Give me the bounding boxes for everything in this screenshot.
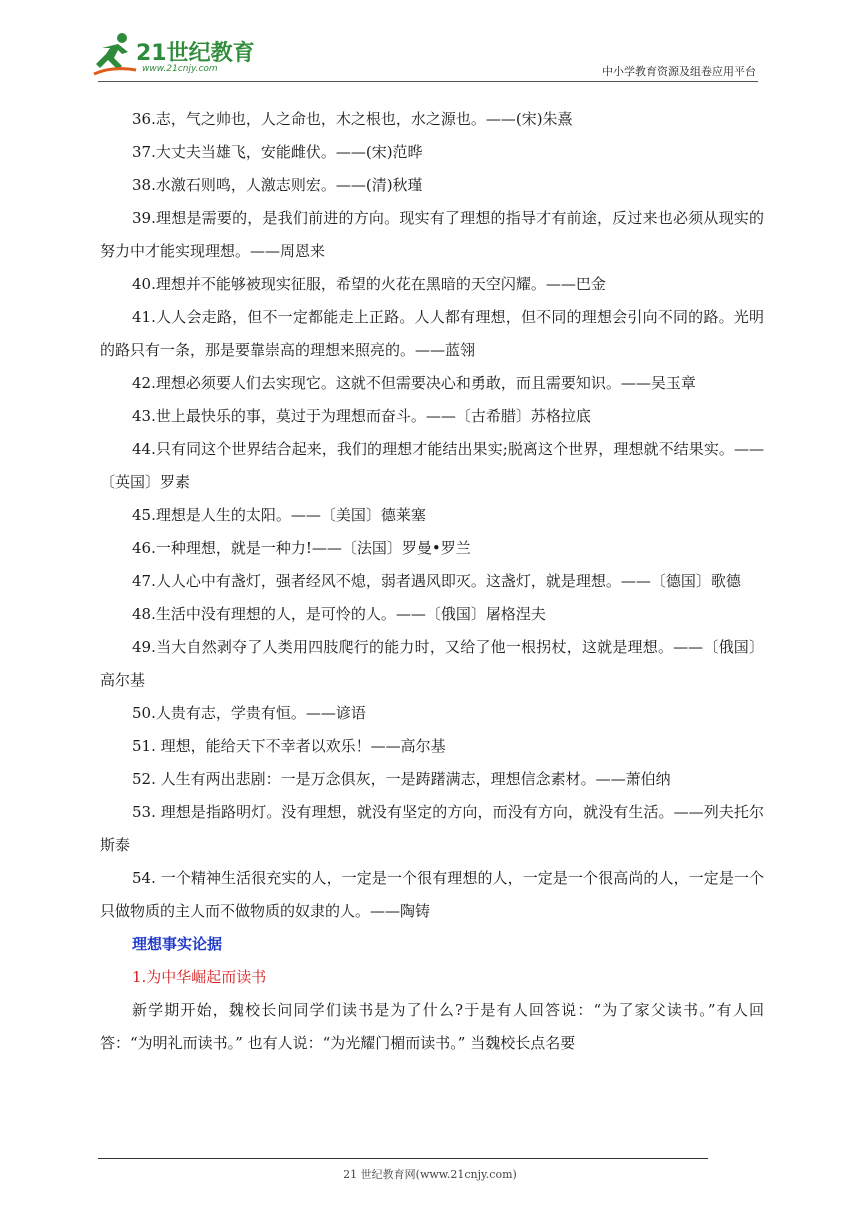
quote-38: 38.水激石则鸣，人激志则宏。——(清)秋瑾 xyxy=(132,176,423,194)
quote-36: 36.志，气之帅也，人之命也，木之根也，水之源也。——(宋)朱熹 xyxy=(132,110,573,128)
header-divider xyxy=(98,81,758,82)
site-logo[interactable] xyxy=(92,30,262,78)
document-body xyxy=(100,103,764,1060)
logo-text: 21世纪教育 xyxy=(136,41,255,66)
section-heading: 理想事实论据 xyxy=(132,935,223,953)
quote-54: 54. 一个精神生活很充实的人，一定是一个很有理想的人，一定是一个很高尚的人，一定是一个只做物质的主人而不做物质的奴隶的人。——陶铸 xyxy=(100,869,764,920)
quote-41: 41.人人会走路，但不一定都能走上正路。人人都有理想，但不同的理想会引向不同的路。光明的路只有一条，那是要靠崇高的理想来照亮的。——蓝翎 xyxy=(100,308,764,359)
quote-50: 50.人贵有志，学贵有恒。——谚语 xyxy=(132,704,366,722)
quote-48: 48.生活中没有理想的人，是可怜的人。——〔俄国〕屠格涅夫 xyxy=(132,605,546,623)
quote-46: 46.一种理想，就是一种力!——〔法国〕罗曼•罗兰 xyxy=(132,539,471,557)
quote-37: 37.大丈夫当雄飞，安能雌伏。——(宋)范晔 xyxy=(132,143,423,161)
story-paragraph: 新学期开始，魏校长问同学们读书是为了什么?于是有人回答说：“为了家父读书。”有人回答：“为明礼而读书。” 也有人说：“为光耀门楣而读书。” 当魏校长点名要 xyxy=(100,1001,764,1052)
quote-49: 49.当大自然剥夺了人类用四肢爬行的能力时，又给了他一根拐杖，这就是理想。——〔俄国〕高尔基 xyxy=(100,638,764,689)
quote-42: 42.理想必须要人们去实现它。这就不但需要决心和勇敢，而且需要知识。——吴玉章 xyxy=(132,374,696,392)
quote-52: 52. 人生有两出悲剧：一是万念俱灰，一是踌躇满志，理想信念素材。——萧伯纳 xyxy=(132,770,671,788)
quote-40: 40.理想并不能够被现实征服，希望的火花在黑暗的天空闪耀。——巴金 xyxy=(132,275,606,293)
quote-53: 53. 理想是指路明灯。没有理想，就没有坚定的方向，而没有方向，就没有生活。——列夫托尔斯泰 xyxy=(100,803,764,854)
page-header xyxy=(0,0,860,86)
quote-43: 43.世上最快乐的事，莫过于为理想而奋斗。——〔古希腊〕苏格拉底 xyxy=(132,407,591,425)
quote-47: 47.人人心中有盏灯，强者经风不熄，弱者遇风即灭。这盏灯，就是理想。——〔德国〕歌德 xyxy=(132,572,741,590)
footer-divider xyxy=(98,1158,708,1159)
quote-45: 45.理想是人生的太阳。——〔美国〕德莱塞 xyxy=(132,506,426,524)
quote-44: 44.只有同这个世界结合起来，我们的理想才能结出果实;脱离这个世界，理想就不结果实。——〔英国〕罗素 xyxy=(100,440,764,491)
header-tagline: 中小学教育资源及组卷应用平台 xyxy=(602,65,756,78)
quote-51: 51. 理想，能给天下不幸者以欢乐！——高尔基 xyxy=(132,737,446,755)
quote-39: 39.理想是需要的，是我们前进的方向。现实有了理想的指导才有前途，反过来也必须从现实的努力中才能实现理想。——周恩来 xyxy=(100,209,764,260)
runner-icon xyxy=(92,30,138,76)
logo-url: www.21cnjy.com xyxy=(142,64,218,74)
page-footer[interactable]: 21 世纪教育网(www.21cnjy.com) xyxy=(343,1168,517,1181)
story-title: 1.为中华崛起而读书 xyxy=(132,968,267,986)
